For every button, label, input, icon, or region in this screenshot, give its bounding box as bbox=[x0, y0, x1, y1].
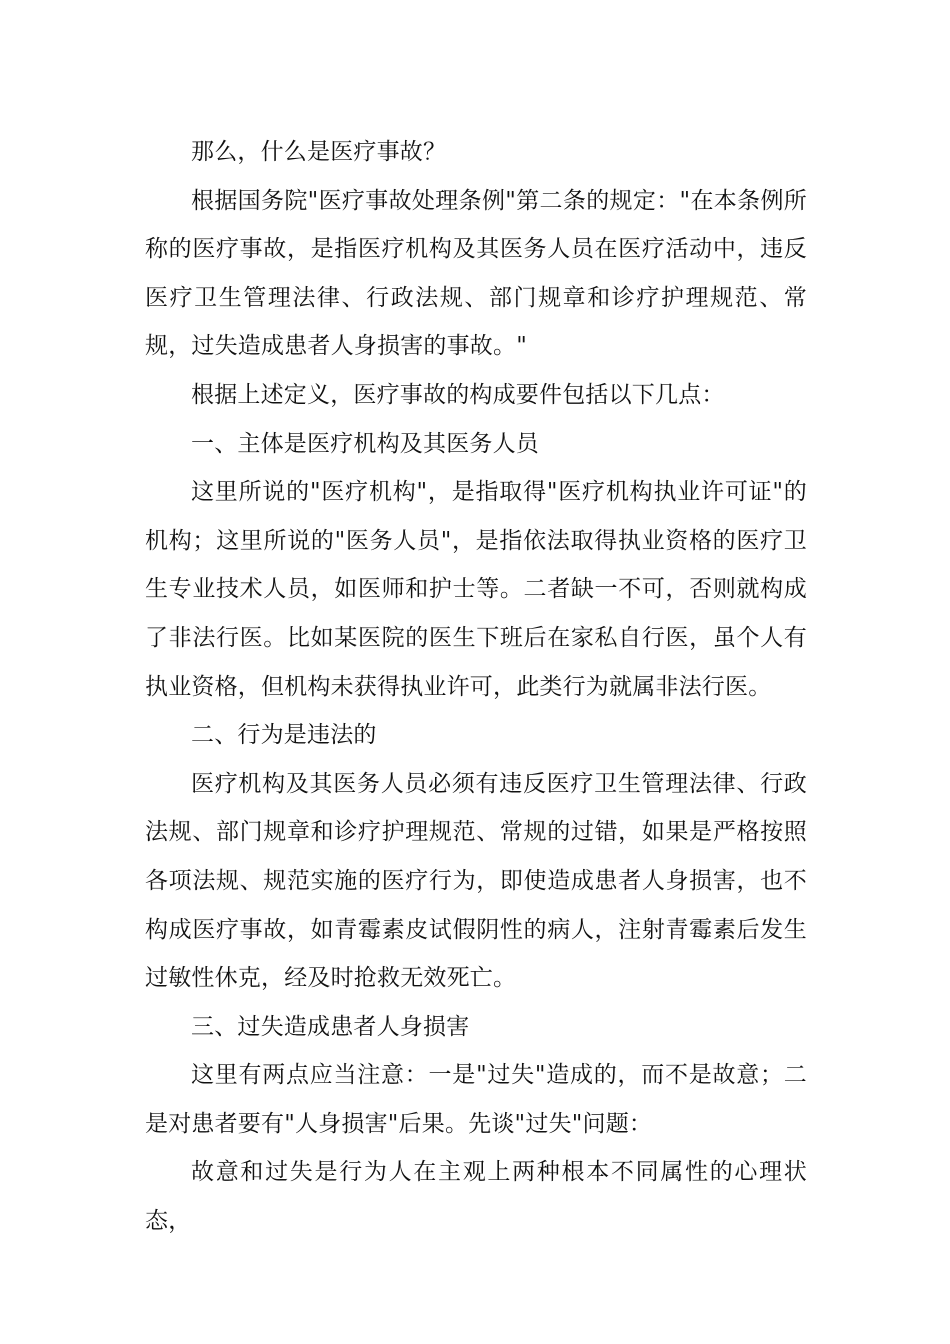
paragraph-intent-vs-negligence: 故意和过失是行为人在主观上两种根本不同属性的心理状态， bbox=[145, 1159, 807, 1235]
paragraph-illegal-act-explanation: 医疗机构及其医务人员必须有违反医疗卫生管理法律、行政法规、部门规章和诊疗护理规范、常规的过错，如果是严格按照各项法规、规范实施的医疗行为，即使造成患者人身损害，也不构成医疗事故，如青霉素皮试假阴性的病人，注射青霉素后发生过敏性休克，经及时抢救无效死亡。 bbox=[145, 770, 807, 992]
document-body bbox=[145, 128, 807, 1246]
paragraph-regulation-definition: 根据国务院"医疗事故处理条例"第二条的规定："在本条例所称的医疗事故，是指医疗机构及其医务人员在医疗活动中，违反医疗卫生管理法律、行政法规、部门规章和诊疗护理规范、常规，过失造成患者人身损害的事故。" bbox=[145, 187, 807, 360]
paragraph-negligence-notes: 这里有两点应当注意：一是"过失"造成的，而不是故意；二是对患者要有"人身损害"后果。先谈"过失"问题： bbox=[145, 1062, 807, 1137]
paragraph-question: 那么，什么是医疗事故？ bbox=[191, 139, 447, 165]
paragraph-elements-intro: 根据上述定义，医疗事故的构成要件包括以下几点： bbox=[191, 381, 725, 408]
heading-negligence-harm: 三、过失造成患者人身损害 bbox=[191, 1013, 470, 1040]
heading-illegal-act: 二、行为是违法的 bbox=[191, 722, 377, 749]
heading-subject: 一、主体是医疗机构及其医务人员 bbox=[191, 430, 539, 457]
paragraph-subject-explanation: 这里所说的"医疗机构"，是指取得"医疗机构执业许可证"的机构；这里所说的"医务人员"，是指依法取得执业资格的医疗卫生专业技术人员，如医师和护士等。二者缺一不可，否则就构成了非法行医。比如某医院的医生下班后在家私自行医，虽个人有执业资格，但机构未获得执业许可，此类行为就属非法行医。 bbox=[145, 479, 807, 700]
